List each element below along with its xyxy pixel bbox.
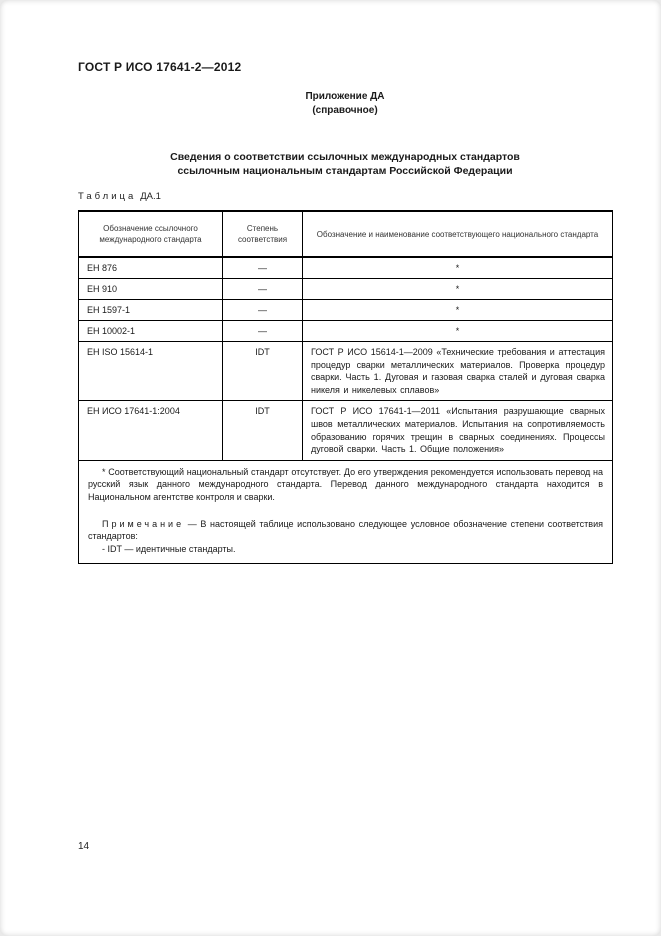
- table-footnote: * Соответствующий национальный стандарт отсутствует. До его утверждения рекомендуется использовать перевод на русский язык данного международного стандарта. Перевод данного международного стандарта находится в Национальном агентстве контроля и сварки.: [88, 466, 603, 502]
- table-row: [79, 401, 613, 460]
- annex-title: Приложение ДА: [305, 91, 385, 102]
- table-footer-cell: [79, 460, 613, 564]
- cell-national: ГОСТ Р ИСО 15614-1—2009 «Технические требования и аттестация процедур сварки металлических материалов. Проверка процедур сварки. Часть 1. Дуговая и газовая сварка сталей и дуговая сварка никеля и никелевых сплавов»: [303, 342, 613, 401]
- page-number: 14: [78, 841, 90, 852]
- annex-subtitle: (справочное): [312, 105, 378, 116]
- cell-degree: —: [223, 300, 303, 321]
- section-title-line1: Сведения о соответствии ссылочных международных стандартов: [170, 151, 520, 163]
- header-standard: Обозначение ссылочного международного стандарта: [79, 211, 223, 257]
- note-text: — В настоящей таблице использовано следующее условное обозначение степени соответствия стандартов:: [88, 518, 603, 542]
- header-national: Обозначение и наименование соответствующего национального стандарта: [303, 211, 613, 257]
- table-header-row: [79, 211, 613, 257]
- cell-standard: ЕН ИСО 17641-1:2004: [79, 401, 223, 460]
- cell-degree: —: [223, 321, 303, 342]
- cell-national: *: [303, 321, 613, 342]
- table-label-word: Таблица: [78, 191, 137, 202]
- cell-standard: ЕН 10002-1: [79, 321, 223, 342]
- correspondence-table-container: [78, 210, 612, 564]
- cell-standard: ЕН 910: [79, 279, 223, 300]
- cell-national: *: [303, 279, 613, 300]
- section-title: [78, 150, 612, 178]
- note-item: - IDT — идентичные стандарты.: [102, 543, 236, 554]
- header-degree: Степень соответствия: [223, 211, 303, 257]
- cell-national: *: [303, 300, 613, 321]
- section-title-line2: ссылочным национальным стандартам Российской Федерации: [177, 165, 513, 177]
- doc-header: ГОСТ Р ИСО 17641-2—2012: [78, 60, 242, 74]
- table-row: [79, 342, 613, 401]
- cell-degree: —: [223, 279, 303, 300]
- cell-national: *: [303, 257, 613, 279]
- table-note: [88, 518, 603, 543]
- table-label: [78, 191, 161, 202]
- cell-standard: ЕН 876: [79, 257, 223, 279]
- table-row: [79, 257, 613, 279]
- table-row: [79, 300, 613, 321]
- table-row: [79, 279, 613, 300]
- cell-degree: IDT: [223, 401, 303, 460]
- table-label-number: ДА.1: [140, 191, 161, 202]
- cell-standard: ЕН ISO 15614-1: [79, 342, 223, 401]
- table-row: [79, 321, 613, 342]
- cell-degree: —: [223, 257, 303, 279]
- table-footer-row: [79, 460, 613, 564]
- cell-degree: IDT: [223, 342, 303, 401]
- note-label: Примечание: [102, 518, 185, 529]
- cell-national: ГОСТ Р ИСО 17641-1—2011 «Испытания разрушающие сварных швов металлических материалов. Испытания на сопротивляемость образованию горячих трещин в сварных соединениях. Процессы дуговой сварки. Часть 1. Общие положения»: [303, 401, 613, 460]
- correspondence-table: [78, 210, 613, 564]
- cell-standard: ЕН 1597-1: [79, 300, 223, 321]
- annex-heading: [78, 90, 612, 118]
